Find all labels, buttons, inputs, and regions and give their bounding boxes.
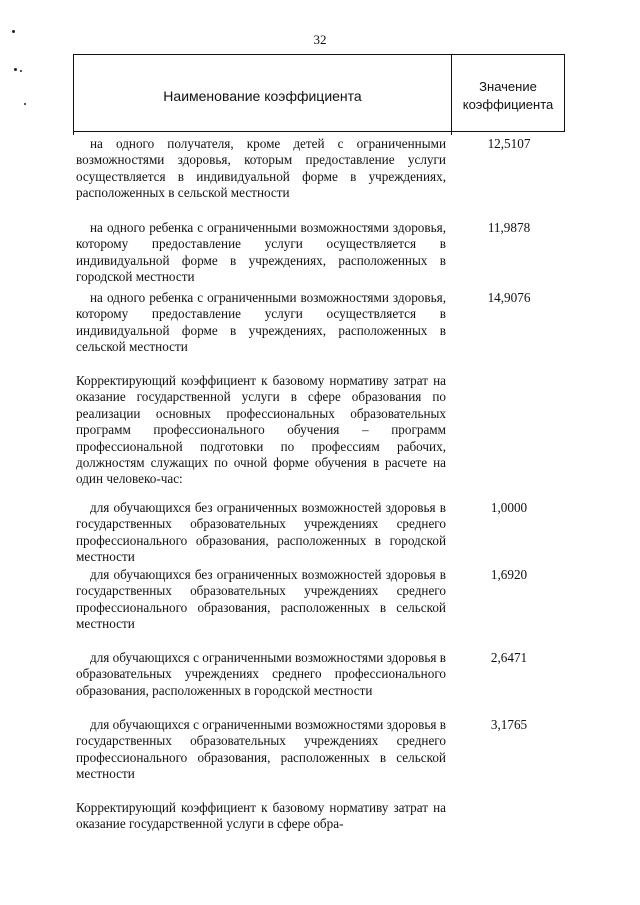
coefficient-value: 1,6920 xyxy=(490,567,528,582)
scan-speck xyxy=(24,103,26,105)
header-name-column: Наименование коэффициента xyxy=(163,88,362,104)
scan-speck xyxy=(20,70,22,72)
coefficient-name: для обучающихся без ограниченных возможностей здоровья в государственных образовательных учреждениях среднего профессионального образования, расположенных в сельской местности xyxy=(76,567,446,632)
coefficient-name: для обучающихся с ограниченными возможностями здоровья в образовательных учреждениях среднего профессионального образования, расположенных в городской местности xyxy=(76,650,446,698)
coefficient-section-heading: Корректирующий коэффициент к базовому нормативу затрат на оказание государственной услуги в сфере обра- xyxy=(76,800,446,832)
coefficient-value: 3,1765 xyxy=(490,717,528,732)
coefficient-value: 11,9878 xyxy=(487,220,531,235)
table-border-left xyxy=(73,131,74,135)
table-border-divider xyxy=(451,131,452,135)
table-header xyxy=(73,54,565,132)
coefficient-name: на одного получателя, кроме детей с ограниченными возможностями здоровья, которым предоставление услуги осуществляется в индивидуальной форме в учреждениях, расположенных в сельской местности xyxy=(76,136,446,201)
coefficient-value: 14,9076 xyxy=(487,290,531,305)
coefficient-value: 2,6471 xyxy=(490,650,528,665)
header-value-column xyxy=(451,55,564,131)
scan-speck xyxy=(14,68,17,71)
coefficient-value: 1,0000 xyxy=(490,500,528,515)
coefficient-value: 12,5107 xyxy=(487,136,531,151)
coefficient-name: на одного ребенка с ограниченными возможностями здоровья, которому предоставление услуги осуществляется в индивидуальной форме в учреждениях, расположенных в городской местности xyxy=(76,220,446,285)
header-value-line1: Значение xyxy=(479,79,537,94)
page-number: 32 xyxy=(313,32,327,47)
coefficient-name: для обучающихся с ограниченными возможностями здоровья в государственных образовательных учреждениях среднего профессионального образования, расположенных в сельской местности xyxy=(76,717,446,782)
coefficient-name: на одного ребенка с ограниченными возможностями здоровья, которому предоставление услуги осуществляется в индивидуальной форме в учреждениях, расположенных в сельской местности xyxy=(76,290,446,355)
coefficient-name: для обучающихся без ограниченных возможностей здоровья в государственных образовательных учреждениях среднего профессионального образования, расположенных в городской местности xyxy=(76,500,446,565)
header-value-line2: коэффициента xyxy=(462,97,554,112)
coefficient-section-heading: Корректирующий коэффициент к базовому нормативу затрат на оказание государственной услуги в сфере образования по реализации основных профессиональных образовательных программ профессионального обучения – программ профессиональной подготовки по профессиям рабочих, должностям служащих по очной форме обучения в расчете на один человеко-час: xyxy=(76,373,446,487)
